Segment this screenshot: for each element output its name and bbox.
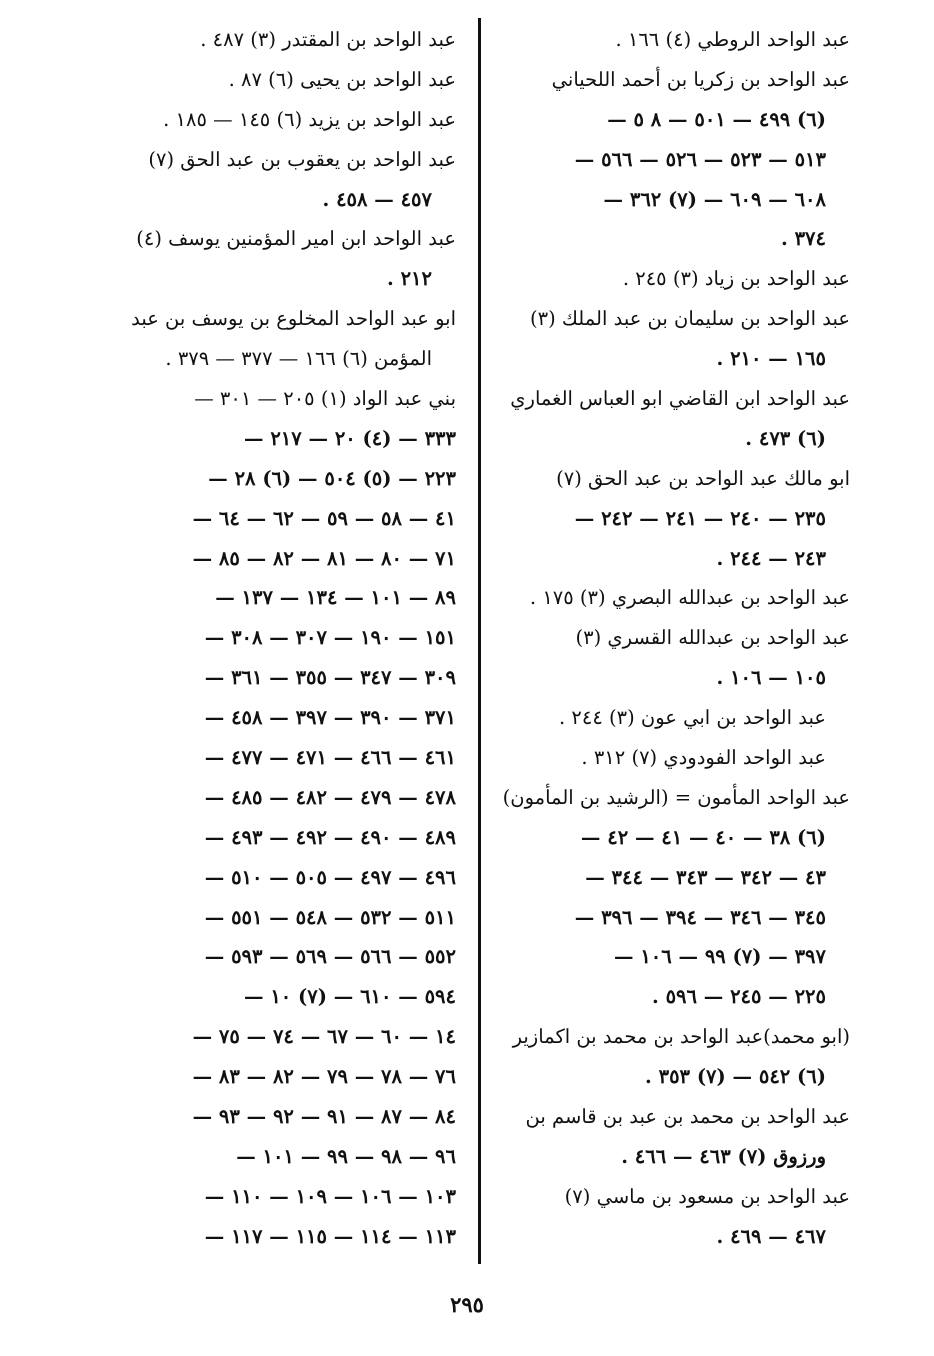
index-line: ٦٠٨ — ٦٠٩ — (٧) ٣٦٢ — [603, 187, 826, 211]
index-line: عبد الواحد بن مسعود بن ماسي (٧) [564, 1184, 850, 1208]
index-line: عبد الواحد بن سليمان بن عبد الملك (٣) [529, 307, 850, 331]
index-line: ٧١ — ٨٠ — ٨١ — ٨٢ — ٨٥ — [192, 546, 456, 570]
index-line: ٨٩ — ١٠١ — ١٣٤ — ١٣٧ — [215, 586, 456, 610]
index-line: عبد الواحد بن يعقوب بن عبد الحق (٧) [148, 147, 456, 171]
index-line: عبد الواحد بن عبدالله القسري (٣) [575, 626, 850, 650]
index-line: عبد الواحد بن زكريا بن أحمد اللحياني [551, 67, 850, 91]
index-line: عبد الواحد المأمون = (الرشيد بن المأمون) [502, 785, 850, 809]
index-line: ٣٧١ — ٣٩٠ — ٣٩٧ — ٤٥٨ — [204, 706, 456, 730]
index-line: عبد الواحد بن زياد (٣) ٢٤٥ . [622, 267, 850, 291]
index-line: ٤٥٧ — ٤٥٨ . [322, 187, 432, 211]
index-line: ٣٤٥ — ٣٤٦ — ٣٩٤ — ٣٩٦ — [574, 905, 826, 929]
page-number: ٢٩٥ [450, 1292, 484, 1317]
index-line: ١٥١ — ١٩٠ — ٣٠٧ — ٣٠٨ — [204, 626, 456, 650]
index-line: ٤٣ — ٣٤٢ — ٣٤٣ — ٣٤٤ — [585, 865, 826, 889]
index-line: عبد الواحد بن عبدالله البصري (٣) ١٧٥ . [529, 586, 850, 610]
right-column [496, 20, 850, 1257]
index-line: بني عبد الواد (١) ٢٠٥ — ٣٠١ — [194, 387, 456, 411]
index-line: (٦) ٣٨ — ٤٠ — ٤١ — ٤٢ — [580, 825, 826, 849]
index-line: ٢٢٥ — ٢٤٥ — ٥٩٦ . [652, 985, 826, 1009]
index-line: ٧٦ — ٧٨ — ٧٩ — ٨٢ — ٨٣ — [192, 1065, 456, 1089]
index-line: ٥١١ — ٥٣٢ — ٥٤٨ — ٥٥١ — [204, 905, 456, 929]
index-line: ٣٧٤ . [781, 227, 826, 251]
index-line: عبد الواحد الفودودي (٧) ٣١٢ . [581, 746, 826, 770]
index-line: عبد الواحد ابن امير المؤمنين يوسف (٤) [136, 227, 456, 251]
left-column [102, 20, 456, 1257]
index-line: عبد الواحد الروطي (٤) ١٦٦ . [615, 28, 850, 51]
index-line: ٥٩٤ — ٦١٠ — (٧) ١٠ — [244, 985, 456, 1009]
index-line: عبد الواحد بن يزيد (٦) ١٤٥ — ١٨٥ . [163, 107, 456, 131]
index-line: ٣٩٧ — (٧) ٩٩ — ١٠٦ — [614, 945, 826, 969]
index-line: ابو عبد الواحد المخلوع بن يوسف بن عبد [131, 307, 456, 331]
index-line: ١١٣ — ١١٤ — ١١٥ — ١١٧ — [204, 1224, 456, 1248]
index-line: ٤٨٩ — ٤٩٠ — ٤٩٢ — ٤٩٣ — [204, 825, 456, 849]
index-line: عبد الواحد ابن القاضي ابو العباس الغماري [510, 387, 850, 411]
index-line: ورزوق (٧) ٤٦٣ — ٤٦٦ . [621, 1144, 826, 1168]
index-line: ٤٩٦ — ٤٩٧ — ٥٠٥ — ٥١٠ — [204, 865, 456, 889]
index-line: عبد الواحد بن ابي عون (٣) ٢٤٤ . [558, 706, 826, 730]
index-line: ١٤ — ٦٠ — ٦٧ — ٧٤ — ٧٥ — [192, 1025, 456, 1049]
index-line: ٤٦٧ — ٤٦٩ . [716, 1224, 826, 1248]
index-line: ٤٧٨ — ٤٧٩ — ٤٨٢ — ٤٨٥ — [204, 785, 456, 809]
index-line: ٢٢٣ — (٥) ٥٠٤ — (٦) ٢٨ — [208, 466, 456, 490]
index-line: (٦) ٤٩٩ — ٥٠١ — ٨ ٥ — [607, 107, 826, 131]
index-line: ٣٣٣ — (٤) ٢٠ — ٢١٧ — [244, 426, 456, 450]
index-line: ١٠٥ — ١٠٦ . [716, 666, 826, 690]
index-line: المؤمن (٦) ١٦٦ — ٣٧٧ — ٣٧٩ . [165, 347, 432, 371]
index-line: ٥١٣ — ٥٢٣ — ٥٢٦ — ٥٦٦ — [574, 147, 826, 171]
index-line: (٦) ٥٤٢ — (٧) ٣٥٣ . [645, 1065, 826, 1089]
index-line: ١٦٥ — ٢١٠ . [716, 347, 826, 371]
column-divider [478, 18, 481, 1264]
index-line: ٢٣٥ — ٢٤٠ — ٢٤١ — ٢٤٢ — [574, 506, 826, 530]
index-line: ٢١٢ . [387, 267, 432, 291]
index-line: ٤١ — ٥٨ — ٥٩ — ٦٢ — ٦٤ — [192, 506, 456, 530]
index-line: ٣٠٩ — ٣٤٧ — ٣٥٥ — ٣٦١ — [204, 666, 456, 690]
index-line: ٩٦ — ٩٨ — ٩٩ — ١٠١ — [236, 1144, 456, 1168]
index-line: عبد الواحد بن محمد بن عبد بن قاسم بن [525, 1105, 850, 1129]
index-line: (٦) ٤٧٣ . [745, 426, 826, 450]
index-line: عبد الواحد بن المقتدر (٣) ٤٨٧ . [200, 28, 456, 51]
index-line: ابو مالك عبد الواحد بن عبد الحق (٧) [556, 466, 850, 490]
index-line: ٢٤٣ — ٢٤٤ . [716, 546, 826, 570]
index-line: عبد الواحد بن يحيى (٦) ٨٧ . [228, 67, 456, 91]
index-line: (ابو محمد)عبد الواحد بن محمد بن اكمازير [512, 1025, 850, 1049]
index-line: ٨٤ — ٨٧ — ٩١ — ٩٢ — ٩٣ — [192, 1105, 456, 1129]
index-line: ٤٦١ — ٤٦٦ — ٤٧١ — ٤٧٧ — [204, 746, 456, 770]
index-line: ١٠٣ — ١٠٦ — ١٠٩ — ١١٠ — [204, 1184, 456, 1208]
index-line: ٥٥٢ — ٥٦٦ — ٥٦٩ — ٥٩٣ — [204, 945, 456, 969]
